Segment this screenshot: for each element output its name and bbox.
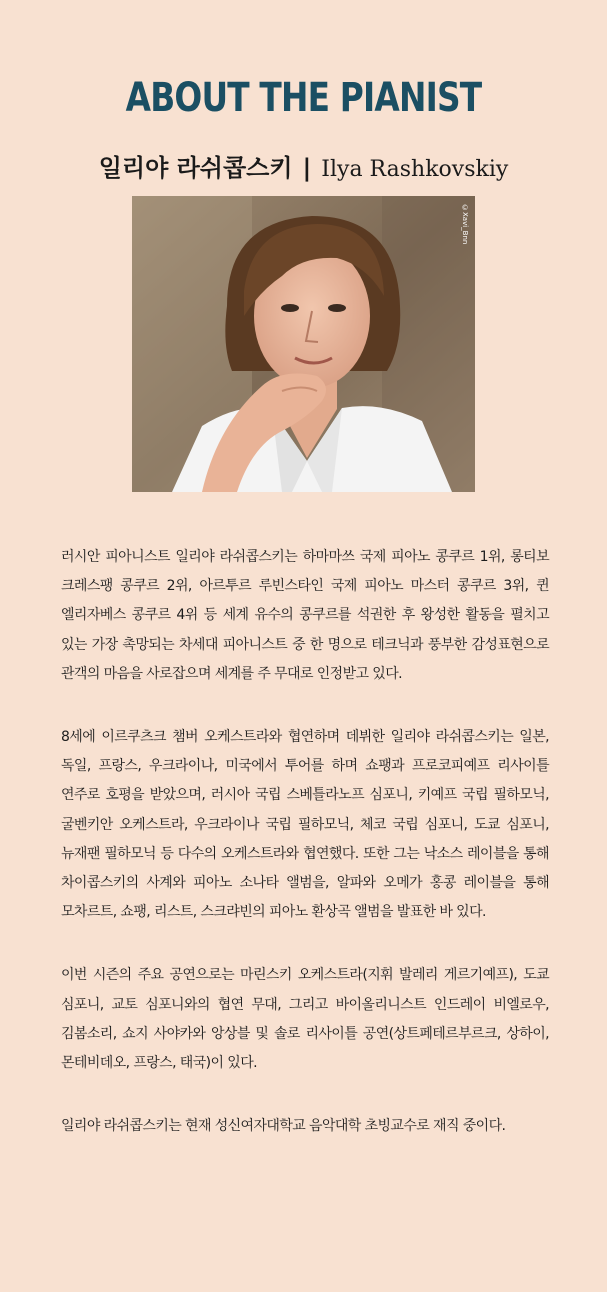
bio-paragraph: 8세에 이르쿠츠크 챔버 오케스트라와 협연하며 데뷔한 일리야 라쉬콥스키는 일본, 독일, 프랑스, 우크라이나, 미국에서 투어를 하며 쇼팽과 프로코피예프 리사이틀 연주로 호평을 받았으며, 러시아 국립 스베틀라노프 심포니, 키예프 국립 필하모닉, 굴벤키안 오케스트라, 우크라이나 국립 필하모닉, 체코 국립 심포니, 도쿄 심포니, 뉴재팬 필하모닉 등 다수의 오케스트라와 협연했다. 또한 그는 낙소스 레이블을 통해 차이콥스키의 사계와 피아노 소나타 앨범을, 알파와 오메가 홍콩 레이블을 통해 모차르트, 쇼팽, 리스트, 스크랴빈의 피아노 환상곡 앨범을 발표한 바 있다.	[61, 729, 549, 921]
name-english: Ilya Rashkovskiy	[321, 157, 509, 182]
name-separator: |	[302, 154, 312, 182]
portrait-illustration	[132, 196, 475, 492]
biography	[61, 543, 549, 1175]
page-title: ABOUT THE PIANIST	[125, 75, 482, 121]
name-korean: 일리야 라쉬콥스키	[98, 154, 293, 182]
bio-paragraph: 러시안 피아니스트 일리야 라쉬콥스키는 하마마쓰 국제 피아노 콩쿠르 1위, 롱티보 크레스팽 콩쿠르 2위, 아르투르 루빈스타인 국제 피아노 마스터 콩쿠르 3위, 퀸 엘리자베스 콩쿠르 4위 등 세계 유수의 콩쿠르를 석권한 후 왕성한 활동을 펼치고 있는 가장 촉망되는 차세대 피아니스트 중 한 명으로 테크닉과 풍부한 감성표현으로 관객의 마음을 사로잡으며 세계를 주 무대로 인정받고 있다.	[61, 549, 549, 682]
pianist-name-line	[0, 152, 607, 186]
pianist-portrait-photo	[132, 196, 475, 492]
photo-credit: ©Xavi_Bnn	[461, 204, 469, 245]
bio-paragraph: 일리야 라쉬콥스키는 현재 성신여자대학교 음악대학 초빙교수로 재직 중이다.	[61, 1118, 506, 1135]
bio-paragraph: 이번 시즌의 주요 공연으로는 마린스키 오케스트라(지휘 발레리 게르기예프), 도쿄 심포니, 교토 심포니와의 협연 무대, 그리고 바이올리니스트 인드레이 비엘로우, 김봄소리, 쇼지 사야카와 앙상블 및 솔로 리사이틀 공연(상트페테르부르크, 상하이, 몬테비데오, 프랑스, 태국)이 있다.	[61, 967, 549, 1072]
